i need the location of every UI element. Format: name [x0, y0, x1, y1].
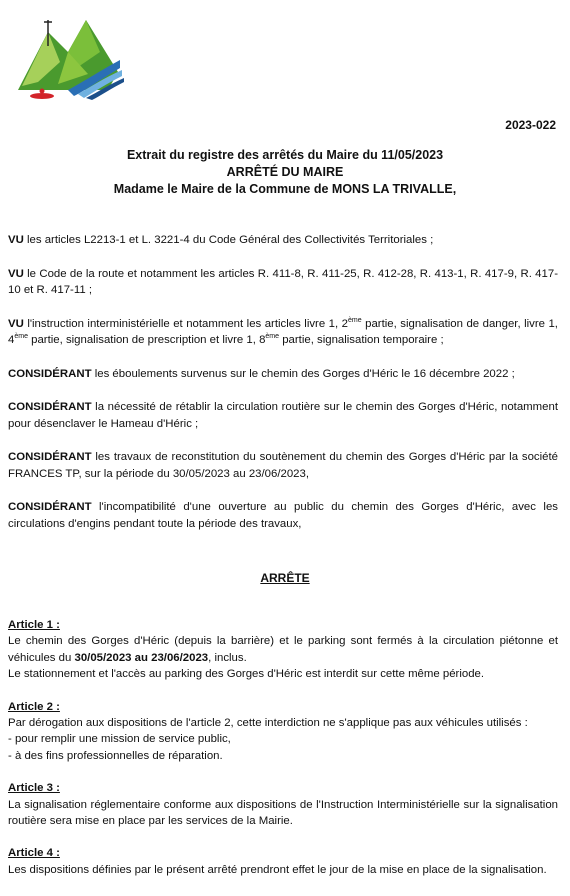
article-2-title: Article 2 :	[8, 700, 60, 713]
article-1	[8, 617, 558, 683]
considerant-paragraph-3: CONSIDÉRANT les travaux de reconstitution du soutènement du chemin des Gorges d'Héric par la société FRANCES TP, sur la période du 30/05/2023 au 23/06/2023,	[8, 451, 558, 480]
article-4-title: Article 4 :	[8, 847, 60, 860]
article-4-line-1: Les dispositions définies par le présent arrêté prendront effet le jour de la mise en place de la signalisation.	[8, 863, 547, 876]
document-number: 2023-022	[505, 118, 556, 132]
article-2-line-1: Par dérogation aux dispositions de l'article 2, cette interdiction ne s'applique pas aux véhicules utilisés :	[8, 717, 528, 730]
considerant-paragraph-4: CONSIDÉRANT l'incompatibilité d'une ouverture au public du chemin des Gorges d'Héric, avec les circulations d'engins pendant toute la période des travaux,	[8, 501, 558, 530]
document-header	[0, 147, 570, 198]
commune-logo	[8, 12, 126, 104]
considerant-paragraph-1: CONSIDÉRANT les éboulements survenus sur le chemin des Gorges d'Héric le 16 décembre 2022 ;	[8, 367, 515, 380]
vu-paragraph-1: VU les articles L2213-1 et L. 3221-4 du Code Général des Collectivités Territoriales ;	[8, 234, 434, 246]
recitals	[8, 232, 558, 549]
article-3	[8, 780, 558, 829]
articles-section	[8, 617, 558, 894]
article-3-title: Article 3 :	[8, 782, 60, 795]
vu-paragraph-3: VU l'instruction interministérielle et notamment les articles livre 1, 2ème partie, signalisation de danger, livre 1, 4ème partie, signalisation de prescription et livre 1, 8ème partie, signalisation temporaire ;	[8, 316, 558, 346]
header-line-3: Madame le Maire de la Commune de MONS LA TRIVALLE,	[113, 182, 457, 196]
article-1-line-2: Le stationnement et l'accès au parking des Gorges d'Héric est interdit sur cette même période.	[8, 668, 485, 681]
article-2	[8, 699, 558, 765]
article-1-line-1: Le chemin des Gorges d'Héric (depuis la barrière) et le parking sont fermés à la circulation piétonne et véhicules du 30/05/2023 au 23/06/2023, inclus.	[8, 635, 558, 664]
article-2-line-3: - à des fins professionnelles de réparation.	[8, 749, 223, 762]
article-2-line-2: - pour remplir une mission de service public,	[8, 733, 231, 746]
article-3-line-1: La signalisation réglementaire conforme aux dispositions de l'Instruction Interministérielle sur la signalisation routière sera mise en place par les services de la Mairie.	[8, 798, 558, 828]
vu-paragraph-2: VU le Code de la route et notamment les articles R. 411-8, R. 411-25, R. 412-28, R. 413-1, R. 417-9, R. 417-10 et R. 417-11 ;	[8, 267, 558, 296]
arrete-heading: ARRÊTE	[260, 571, 310, 585]
article-1-title: Article 1 :	[8, 619, 60, 631]
article-4	[8, 845, 558, 878]
header-line-1: Extrait du registre des arrêtés du Maire du 11/05/2023	[126, 148, 444, 162]
considerant-paragraph-2: CONSIDÉRANT la nécessité de rétablir la circulation routière sur le chemin des Gorges d'Héric, notamment pour désenclaver le Hameau d'Héric ;	[8, 401, 558, 430]
header-line-2: ARRÊTÉ DU MAIRE	[226, 165, 344, 179]
